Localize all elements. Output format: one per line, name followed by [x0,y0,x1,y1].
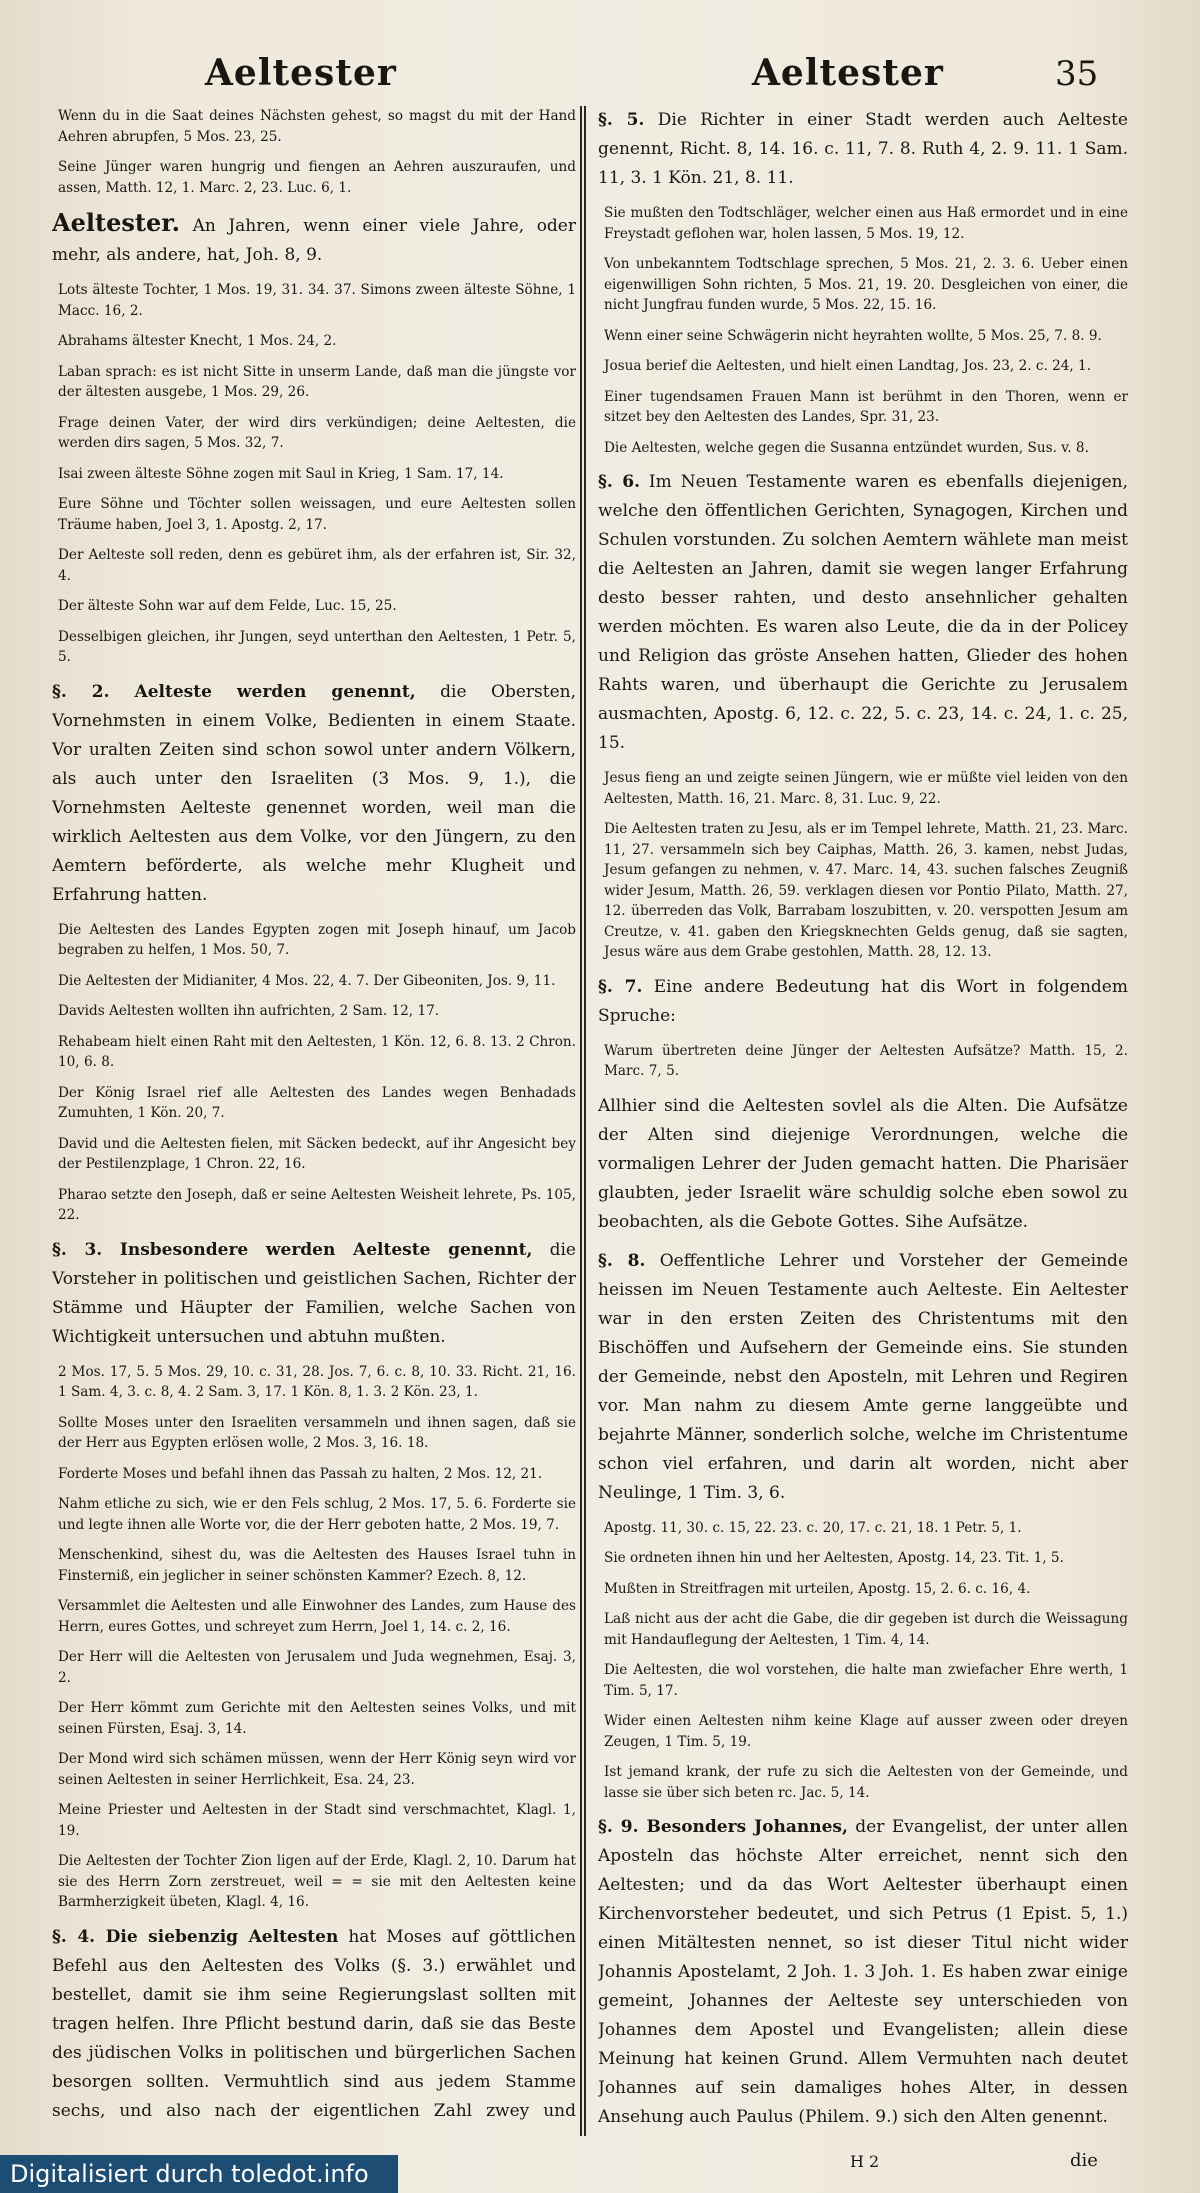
paragraph-text: Allhier sind die Aeltesten sovlel als die Alten. Die Aufsätze der Alten sind diejenige Verordnungen, welche die vormaligen Lehrer der Juden gemacht hatten. Die Pharisäer glaubten, jeder Israelit wäre schuldig solche eben sowol zu beobachten, als die Gebote Gottes. Sihe Aufsätze. [598,1095,1128,1232]
section-paragraph [598,1092,1128,1237]
paragraph-text: Eine andere Bedeutung hat dis Wort in folgendem Spruche: [598,976,1128,1026]
paragraph-text: Die Aeltesten, die wol vorstehen, die halte man zwiefacher Ehre werth, 1 Tim. 5, 17. [604,1662,1128,1699]
paragraph-text: hat Moses auf göttlichen Befehl aus den Aeltesten des Volks (§. 3.) erwählet und bestellet, damit sie ihm seine Regierungslast sollten mit tragen helfen. Ihre Pflicht bestund darin, daß sie das Beste des jüdischen Volks in politischen und bürgerlichen Sachen besorgen sollten. Vermuhtlich sind aus jedem Stamme sechs, und also nach der eigentlichen Zahl zwey und [52,1926,576,2121]
paragraph-text: Die Aeltesten traten zu Jesu, als er im Tempel lehrete, Matth. 21, 23. Marc. 11, 27. versammeln sich bey Caiphas, Matth. 26, 3. kamen, nebst Judas, Jesum gefangen zu nehmen, v. 47. Marc. 14, 43. suchen falsches Zeugniß wider Jesum, Matth. 26, 59. verklagen diesen vor Pontio Pilato, Matth. 27, 12. überreden das Volk, Barrabam loszubitten, v. 20. verspotten Jesum am Creutze, v. 41. gaben den Kriegsknechten Gelds genug, daß sie sagten, Jesus wäre aus dem Grabe gestohlen, Matth. 28, 12. 13. [604,821,1128,960]
citation-paragraph [52,1494,576,1535]
paragraph-text: die Obersten, Vornehmsten in einem Volke, Bedienten in einem Staate. Vor uralten Zeiten sind schon sowol unter andern Völkern, als auch unter den Israeliten (3 Mos. 9, 1.), die Vornehmsten Aelteste genennet worden, weil man die wirklich Aeltesten aus dem Volke, vor den Jüngern, zu den Aemtern beförderte, als welche mehr Klugheit und Erfahrung hatten. [52,681,576,905]
paragraph-text: Der Aelteste soll reden, denn es gebüret ihm, als der erfahren ist, Sir. 32, 4. [58,547,576,584]
citation-paragraph [52,1001,576,1022]
citation-paragraph [598,1579,1128,1600]
section-paragraph [598,468,1128,758]
catchword: die [1070,2150,1098,2171]
header-left-title: Aeltester [205,52,397,94]
paragraph-text: Laß nicht aus der acht die Gabe, die dir gegeben ist durch die Weissagung mit Handauflegung der Aeltesten, 1 Tim. 4, 14. [604,1611,1128,1648]
citation-paragraph [52,1185,576,1226]
paragraph-text: Lots älteste Tochter, 1 Mos. 19, 31. 34. 37. Simons zween älteste Söhne, 1 Macc. 16, 2. [58,282,576,319]
citation-paragraph [52,627,576,668]
section-paragraph [598,1813,1128,2131]
citation-paragraph [52,494,576,535]
citation-paragraph [598,1609,1128,1650]
citation-paragraph [52,106,576,147]
paragraph-lead: Aeltester. [52,208,181,237]
paragraph-text: Die Aeltesten der Midianiter, 4 Mos. 22, 4. 7. Der Gibeoniten, Jos. 9, 11. [58,972,556,989]
citation-paragraph [52,1749,576,1790]
citation-paragraph [52,1596,576,1637]
citation-paragraph [598,1041,1128,1082]
citation-paragraph [52,1800,576,1841]
paragraph-lead: §. 7. [598,976,643,997]
paragraph-text: Die Aeltesten, welche gegen die Susanna entzündet wurden, Sus. v. 8. [604,439,1089,456]
paragraph-text: Oeffentliche Lehrer und Vorsteher der Gemeinde heissen im Neuen Testamente auch Aelteste. Ein Aeltester war in den ersten Zeiten des Christentums mit den Bischöffen und Aufsehern der Gemeinde eins. Sie stunden der Gemeinde, nebst den Aposteln, mit Lehren und Regiren vor. Man nahm zu diesem Amte gerne langgeübte und bejahrte Männer, sonderlich solche, welche im Christentume schon viel erfahren, und darin alt worden, nicht aber Neulinge, 1 Tim. 3, 6. [598,1250,1128,1503]
citation-paragraph [52,1464,576,1485]
paragraph-text: Josua berief die Aeltesten, und hielt einen Landtag, Jos. 23, 2. c. 24, 1. [604,358,1092,374]
citation-paragraph [52,280,576,321]
page-number: 35 [1055,54,1099,94]
digitization-footer: Digitalisiert durch toledot.info [0,2155,398,2193]
citation-paragraph [52,1413,576,1454]
running-header [0,52,1200,102]
paragraph-text: Im Neuen Testamente waren es ebenfalls diejenigen, welche den öffentlichen Gerichten, Synagogen, Kirchen und Schulen vorstunden. Zu solchen Aemtern wählete man meist die Aeltesten an Jahren, damit sie wegen langer Erfahrung desto besser rahten, und desto ansehnlicher gehalten werden möchten. Es waren also Leute, die da in der Policey und Religion das gröste Ansehen hatten, Glieder des hohen Rahts waren, und überhaupt die Gerichte zu Jerusalem ausmachten, Apostg. 6, 12. c. 22, 5. c. 23, 14. c. 24, 1. c. 25, 15. [598,472,1128,753]
citation-paragraph [52,413,576,454]
paragraph-text: Eure Söhne und Töchter sollen weissagen, und eure Aeltesten sollen Träume haben, Joel 3, 1. Apostg. 2, 17. [58,496,576,533]
header-right-title: Aeltester [752,52,944,94]
citation-paragraph [598,1711,1128,1752]
right-column [598,106,1128,2131]
paragraph-text: Mußten in Streitfragen mit urteilen, Apostg. 15, 2. 6. c. 16, 4. [604,1580,1031,1597]
citation-paragraph [52,1545,576,1586]
paragraph-text: 2 Mos. 17, 5. 5 Mos. 29, 10. c. 31, 28. Jos. 7, 6. c. 8, 10. 33. Richt. 21, 16. 1 Sam. 4, 3. c. 8, 4. 2 Sam. 3, 17. 1 Kön. 8, 1. 3. 2 Kön. 23, 1. [58,1363,576,1400]
citation-paragraph [52,1362,576,1403]
paragraph-lead: §. 5. [598,110,645,130]
citation-paragraph [52,157,576,198]
citation-paragraph [598,254,1128,316]
paragraph-lead: §. 4. Die siebenzig Aeltesten [52,1926,339,1947]
paragraph-lead: §. 3. Insbesondere werden Aelteste genennt, [52,1239,533,1260]
paragraph-text: Ist jemand krank, der rufe zu sich die Aeltesten von der Gemeinde, und lasse sie über sich beten rc. Jac. 5, 14. [604,1764,1128,1801]
citation-paragraph [52,596,576,617]
citation-paragraph [52,362,576,403]
citation-paragraph [598,1660,1128,1701]
paragraph-text: Der älteste Sohn war auf dem Felde, Luc. 15, 25. [58,598,397,614]
paragraph-text: die Vorsteher in politischen und geistlichen Sachen, Richter der Stämme und Häupter der Familien, welche Sachen von Wichtigkeit untersuchen und abtuhn mußten. [52,1239,576,1347]
paragraph-lead: §. 9. Besonders Johannes, [598,1817,848,1837]
paragraph-text: Nahm etliche zu sich, wie er den Fels schlug, 2 Mos. 17, 5. 6. Forderte sie und legte ihnen alle Worte vor, die der Herr geboten hatte, 2 Mos. 19, 7. [58,1496,576,1533]
citation-paragraph [52,1032,576,1073]
citation-paragraph [598,356,1128,377]
left-column [52,106,576,2131]
citation-paragraph [52,1647,576,1688]
paragraph-text: Von unbekanntem Todtschlage sprechen, 5 Mos. 21, 2. 3. 6. Ueber einen eigenwilligen Sohn richten, 5 Mos. 21, 19. 20. Desgleichen von einer, die nicht Jungfrau funden wurde, 5 Mos. 22, 15. 16. [604,256,1128,313]
citation-paragraph [598,1518,1128,1539]
paragraph-text: Laban sprach: es ist nicht Sitte in unserm Lande, daß man die jüngste vor der ältesten ausgebe, 1 Mos. 29, 26. [58,363,576,400]
column-divider [580,106,586,2136]
citation-paragraph [52,1083,576,1124]
citation-paragraph [598,819,1128,963]
paragraph-text: Frage deinen Vater, der wird dirs verkündigen; deine Aeltesten, die werden dirs sagen, 5 Mos. 32, 7. [58,414,576,451]
paragraph-text: Versammlet die Aeltesten und alle Einwohner des Landes, zum Hause des Herrn, eures Gottes, und schreyet zum Herrn, Joel 1, 14. c. 2, 16. [58,1598,576,1635]
paragraph-text: Der König Israel rief alle Aeltesten des Landes wegen Benhadads Zumuhten, 1 Kön. 20, 7. [58,1084,576,1121]
paragraph-text: Pharao setzte den Joseph, daß er seine Aeltesten Weisheit lehrete, Ps. 105, 22. [58,1186,576,1223]
paragraph-text: Wenn einer seine Schwägerin nicht heyrahten wollte, 5 Mos. 25, 7. 8. 9. [604,327,1102,344]
citation-paragraph [598,387,1128,428]
citation-paragraph [52,920,576,961]
citation-paragraph [598,1762,1128,1803]
paragraph-text: Sollte Moses unter den Israeliten versammeln und ihnen sagen, daß sie der Herr aus Egypten erlösen wolle, 2 Mos. 3, 16. 18. [58,1414,576,1451]
paragraph-text: An Jahren, wenn einer viele Jahre, oder mehr, als andere, hat, Joh. 8, 9. [52,216,576,265]
paragraph-text: David und die Aeltesten fielen, mit Säcken bedeckt, auf ihr Angesicht bey der Pestilenzplage, 1 Chron. 22, 16. [58,1135,576,1172]
paragraph-text: Desselbigen gleichen, ihr Jungen, seyd unterthan den Aeltesten, 1 Petr. 5, 5. [58,628,576,665]
paragraph-text: Forderte Moses und befahl ihnen das Passah zu halten, 2 Mos. 12, 21. [58,1465,543,1482]
citation-paragraph [52,971,576,992]
citation-paragraph [598,203,1128,244]
citation-paragraph [598,326,1128,347]
paragraph-text: Einer tugendsamen Frauen Mann ist berühmt in den Thoren, wenn er sitzet bey den Aeltesten des Landes, Spr. 31, 23. [604,388,1128,425]
signature-mark: H 2 [850,2152,880,2171]
section-paragraph [52,1923,576,2132]
paragraph-lead: §. 2. Aelteste werden genennt, [52,681,416,702]
paragraph-lead: §. 8. [598,1250,646,1271]
paragraph-text: Apostg. 11, 30. c. 15, 22. 23. c. 20, 17. c. 21, 18. 1 Petr. 5, 1. [604,1519,1022,1536]
paragraph-text: Sie mußten den Todtschläger, welcher einen aus Haß ermordet und in eine Freystadt geflohen war, holen lassen, 5 Mos. 19, 12. [604,205,1128,242]
paragraph-text: Menschenkind, sihest du, was die Aeltesten des Hauses Israel tuhn in Finsterniß, ein jeglicher in seiner schönsten Kammer? Ezech. 8, 12. [58,1547,576,1584]
paragraph-text: Davids Aeltesten wollten ihn aufrichten, 2 Sam. 12, 17. [58,1003,440,1019]
section-paragraph [52,208,576,270]
section-paragraph [52,1236,576,1352]
citation-paragraph [52,545,576,586]
citation-paragraph [52,331,576,352]
paragraph-text: Isai zween älteste Söhne zogen mit Saul in Krieg, 1 Sam. 17, 14. [58,465,504,482]
citation-paragraph [52,464,576,485]
citation-paragraph [598,438,1128,459]
paragraph-text: der Evangelist, der unter allen Aposteln das höchste Alter erreichet, nennt sich den Aeltesten; und da das Wort Aeltester überhaupt einen Kirchenvorsteher bedeutet, und sich Petrus (1 Epist. 5, 1.) einen Mitältesten nennet, so ist dieser Titul nicht wider Johannis Apostelamt, 2 Joh. 1. 3 Joh. 1. Es haben zwar einige gemeint, Johannes der Aelteste sey unterschieden von Johannes dem Apostel und Evangelisten; allein diese Meinung hat keinen Grund. Allem Vermuhten nach deutet Johannes auf sein damaliges hohes Alter, in dessen Ansehung auch Paulus (Philem. 9.) sich den Alten genennt. [598,1817,1128,2127]
citation-paragraph [52,1851,576,1913]
paragraph-text: Der Herr will die Aeltesten von Jerusalem und Juda wegnehmen, Esaj. 3, 2. [58,1649,576,1686]
section-paragraph [598,1247,1128,1508]
paragraph-text: Der Mond wird sich schämen müssen, wenn der Herr König seyn wird vor seinen Aeltesten in seiner Herrlichkeit, Esa. 24, 23. [58,1751,576,1788]
paragraph-text: Sie ordneten ihnen hin und her Aeltesten, Apostg. 14, 23. Tit. 1, 5. [604,1550,1064,1566]
paragraph-text: Die Aeltesten der Tochter Zion ligen auf der Erde, Klagl. 2, 10. Darum hat sie des Herrn Zorn zerstreuet, weil = = sie mit den Aeltesten keine Barmherzigkeit übeten, Klagl. 4, 16. [58,1853,576,1910]
section-paragraph [598,973,1128,1031]
paragraph-text: Rehabeam hielt einen Raht mit den Aeltesten, 1 Kön. 12, 6. 8. 13. 2 Chron. 10, 6. 8. [58,1033,576,1070]
citation-paragraph [52,1134,576,1175]
paragraph-text: Die Aeltesten des Landes Egypten zogen mit Joseph hinauf, um Jacob begraben zu helfen, 1 Mos. 50, 7. [58,921,576,958]
paragraph-text: Der Herr kömmt zum Gerichte mit den Aeltesten seines Volks, und mit seinen Fürsten, Esaj. 3, 14. [58,1700,576,1737]
paragraph-text: Warum übertreten deine Jünger der Aeltesten Aufsätze? Matth. 15, 2. Marc. 7, 5. [604,1042,1128,1079]
paragraph-lead: §. 6. [598,472,640,492]
citation-paragraph [598,768,1128,809]
paragraph-text: Jesus fieng an und zeigte seinen Jüngern, wie er müßte viel leiden von den Aeltesten, Matth. 16, 21. Marc. 8, 31. Luc. 9, 22. [604,770,1128,807]
paragraph-text: Wider einen Aeltesten nihm keine Klage auf ausser zween oder dreyen Zeugen, 1 Tim. 5, 19. [604,1713,1128,1750]
paragraph-text: Wenn du in die Saat deines Nächsten gehest, so magst du mit der Hand Aehren abrupfen, 5 Mos. 23, 25. [58,108,576,145]
paragraph-text: Die Richter in einer Stadt werden auch Aelteste genennt, Richt. 8, 14. 16. c. 11, 7. 8. Ruth 4, 2. 9. 11. 1 Sam. 11, 3. 1 Kön. 21, 8. 11. [598,110,1128,188]
section-paragraph [52,678,576,910]
paragraph-text: Meine Priester und Aeltesten in der Stadt sind verschmachtet, Klagl. 1, 19. [58,1802,576,1839]
citation-paragraph [598,1548,1128,1569]
section-paragraph [598,106,1128,193]
paragraph-text: Abrahams ältester Knecht, 1 Mos. 24, 2. [58,333,337,349]
citation-paragraph [52,1698,576,1739]
paragraph-text: Seine Jünger waren hungrig und fiengen an Aehren auszuraufen, und assen, Matth. 12, 1. Marc. 2, 23. Luc. 6, 1. [58,159,576,196]
